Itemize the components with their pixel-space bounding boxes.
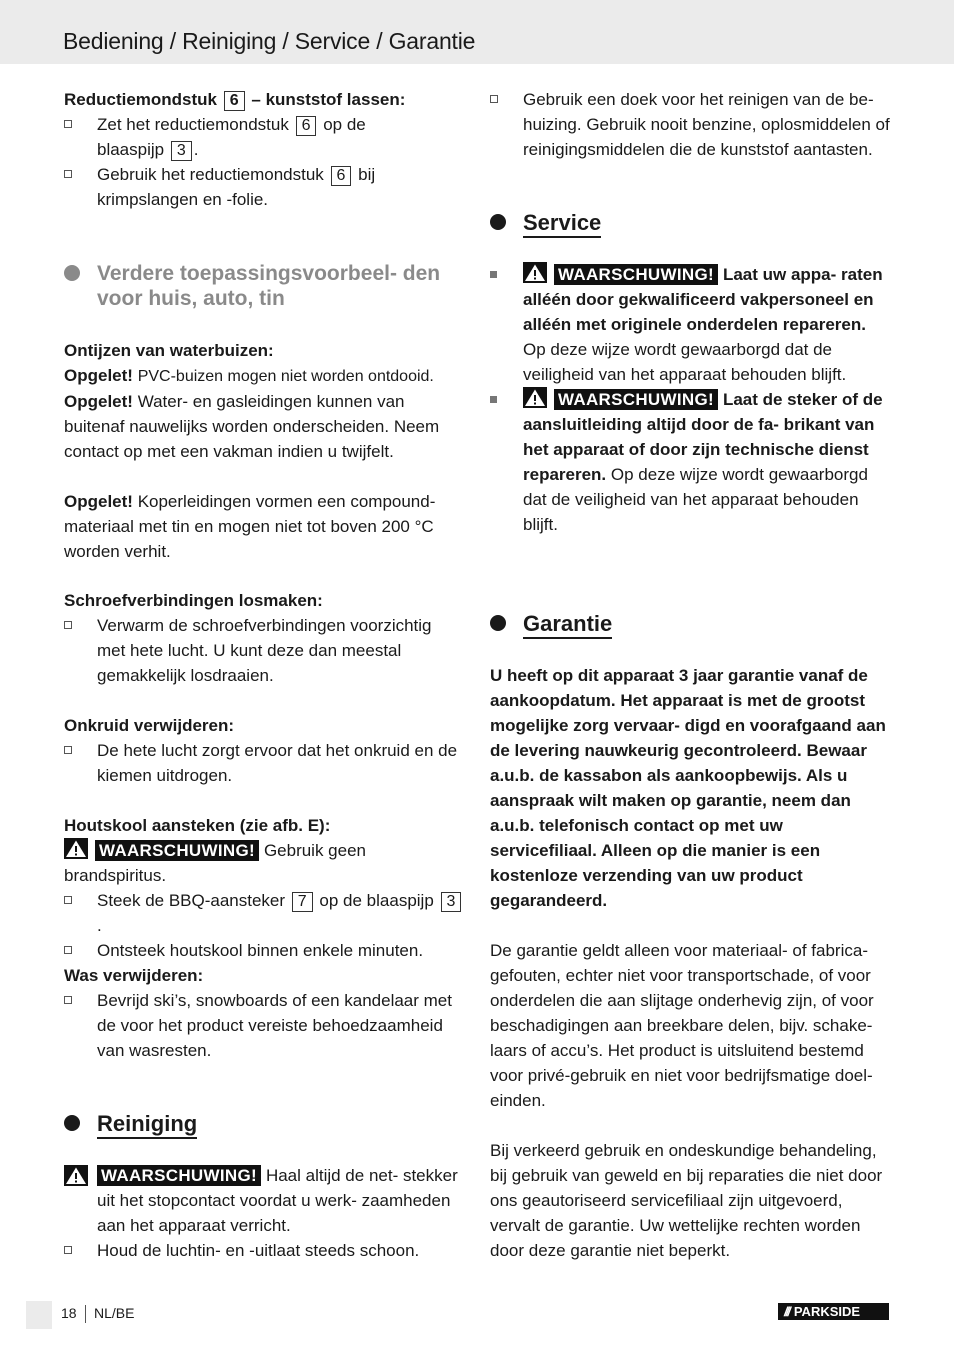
warning-label: WAARSCHUWING! — [95, 840, 259, 861]
warning-triangle-icon — [523, 262, 547, 283]
warning-label: WAARSCHUWING! — [97, 1165, 261, 1186]
part-number: 7 — [292, 892, 313, 912]
ontijzen-block — [64, 338, 464, 564]
list-item: Gebruik het reductiemondstuk 6 bij krimpslangen en -folie. — [64, 162, 464, 212]
brand-name: PARKSIDE — [793, 1304, 861, 1319]
checkbox-bullet-icon — [64, 170, 72, 178]
list-item: Verwarm de schroefverbindingen voorzichtig met hete lucht. U kunt deze dan meestal gemakkelijk losdraaien. — [64, 613, 464, 688]
cleaning-block — [490, 87, 890, 162]
reiniging-block — [64, 1163, 464, 1263]
section-bullet-icon — [490, 214, 506, 230]
was-heading: Was verwijderen: — [64, 966, 204, 985]
list-item: Bevrijd ski’s, snowboards of een kandelaar met de voor het product vereiste behoedzaamheid van wasresten. — [64, 988, 464, 1063]
checkbox-bullet-icon — [64, 1246, 72, 1254]
warning-paragraph: Opgelet! Water- en gasleidingen kunnen van buitenaf nauwelijks worden onderscheiden. Neem contact op met een vakman indien u twijfelt. — [64, 392, 440, 461]
schroef-heading: Schroefverbindingen losmaken: — [64, 591, 323, 610]
page-number: 18 — [61, 1305, 77, 1321]
houtskool-block — [64, 813, 464, 963]
part-number: 6 — [331, 166, 352, 186]
warning-item: WAARSCHUWING! Laat de steker of de aansluitleiding altijd door de fa- brikant van het apparaat of door zijn technische dienst repareren. Op deze wijze wordt gewaarborgd dat de veiligheid van het apparaat behouden blijft. — [490, 387, 890, 537]
parkside-logo: /// PARKSIDE — [778, 1303, 889, 1320]
service-block — [490, 262, 890, 537]
was-block — [64, 963, 464, 1063]
section-heading-service: Service — [490, 210, 601, 238]
warning-line: WAARSCHUWING! Gebruik geen brandspiritus. — [64, 838, 464, 888]
section-bullet-icon — [64, 1115, 80, 1131]
page-title: Bediening / Reiniging / Service / Garantie — [63, 28, 476, 54]
ontijzen-heading: Ontijzen van waterbuizen: — [64, 341, 274, 360]
list-item: Ontsteek houtskool binnen enkele minuten. — [64, 938, 464, 963]
list-item: Steek de BBQ-aansteker 7 op de blaaspijp 3. — [64, 888, 464, 938]
warning-triangle-icon — [64, 838, 88, 859]
language-code: NL/BE — [94, 1305, 135, 1321]
section-bullet-icon — [64, 265, 80, 281]
warning-label: WAARSCHUWING! — [554, 389, 718, 410]
onkruid-heading: Onkruid verwijderen: — [64, 716, 235, 735]
checkbox-bullet-icon — [64, 896, 72, 904]
garantie-bold-paragraph: U heeft op dit apparaat 3 jaar garantie vanaf de aankoopdatum. Het apparaat is met de grootst mogelijke zorg vervaar- digd en voorafgaand aan de levering nauwkeurig gecontroleerd. Bewaar a.u.b. de kassabon als aankoopbewijs. Als u aanspraak wilt maken op garantie, neem dan a.u.b. telefonisch contact op met uw servicefiliaal. Alleen op die manier is een kostenloze verzending van uw product gegarandeerd. — [490, 666, 886, 910]
schroef-block — [64, 588, 464, 688]
section-heading-reiniging: Reiniging — [64, 1111, 197, 1139]
warning-item: WAARSCHUWING! Haal altijd de net- stekker uit het stopcontact voordat u werk- zaamheden aan het apparaat verricht. — [64, 1163, 464, 1238]
checkbox-bullet-icon — [64, 621, 72, 629]
section-heading-verdere: Verdere toepassingsvoorbeel- den voor huis, auto, tin — [64, 261, 464, 311]
footer-divider — [85, 1305, 86, 1323]
square-bullet-icon — [490, 396, 497, 403]
garantie-paragraph: Bij verkeerd gebruik en ondeskundige behandeling, bij gebruik van geweld en bij reparaties die niet door ons geautoriseerd servicefiliaal zijn uitgevoerd, vervalt de garantie. Uw wettelijke rechten worden door deze garantie niet beperkt. — [490, 1141, 883, 1260]
part-number: 6 — [224, 91, 245, 111]
list-item: De hete lucht zorgt ervoor dat het onkruid en de kiemen uitdrogen. — [64, 738, 464, 788]
checkbox-bullet-icon — [64, 746, 72, 754]
reductiemondstuk-block — [64, 87, 464, 212]
warning-paragraph: Opgelet! PVC-buizen mogen niet worden ontdooid. — [64, 366, 434, 385]
warning-item: WAARSCHUWING! Laat uw appa- raten alléén door gekwalificeerd vakpersoneel en alléén met originele onderdelen repareren. Op deze wijze wordt gewaarborgd dat de veiligheid van het apparaat behouden blijft. — [490, 262, 890, 387]
warning-triangle-icon — [64, 1165, 88, 1186]
checkbox-bullet-icon — [64, 946, 72, 954]
houtskool-heading: Houtskool aansteken (zie afb. E): — [64, 816, 331, 835]
checkbox-bullet-icon — [64, 996, 72, 1004]
list-item: Gebruik een doek voor het reinigen van de be- huizing. Gebruik nooit benzine, oplosmiddelen of reinigingsmiddelen die de kunststof aantasten. — [490, 87, 890, 162]
part-number: 3 — [441, 892, 462, 912]
page-number-box — [26, 1301, 52, 1329]
page-header — [0, 0, 954, 64]
section-heading-garantie: Garantie — [490, 611, 612, 639]
warning-paragraph: Opgelet! Koperleidingen vormen een compound- materiaal met tin en mogen niet tot boven 200 °C worden verhit. — [64, 492, 436, 561]
square-bullet-icon — [490, 271, 497, 278]
list-item: Zet het reductiemondstuk 6 op de blaaspijp 3 . — [64, 112, 464, 162]
reductiemondstuk-heading: Reductiemondstuk 6 – kunststof lassen: — [64, 90, 406, 109]
garantie-block — [490, 663, 890, 1263]
warning-label: WAARSCHUWING! — [554, 264, 718, 285]
section-bullet-icon — [490, 615, 506, 631]
part-number: 3 — [171, 141, 192, 161]
list-item: Houd de luchtin- en -uitlaat steeds schoon. — [64, 1238, 464, 1263]
garantie-paragraph: De garantie geldt alleen voor materiaal- of fabrica- gefouten, echter niet voor transportschade, of voor onderdelen die aan slijtage onderhevig zijn, of voor beschadigingen aan breekbare delen, bijv. schake- laars of accu’s. Het product is uitsluitend bestemd voor privé-gebruik en niet voor bedrijfsmatige doel- einden. — [490, 941, 874, 1110]
checkbox-bullet-icon — [490, 95, 498, 103]
onkruid-block — [64, 713, 464, 788]
part-number: 6 — [296, 116, 317, 136]
warning-triangle-icon — [523, 387, 547, 408]
checkbox-bullet-icon — [64, 120, 72, 128]
